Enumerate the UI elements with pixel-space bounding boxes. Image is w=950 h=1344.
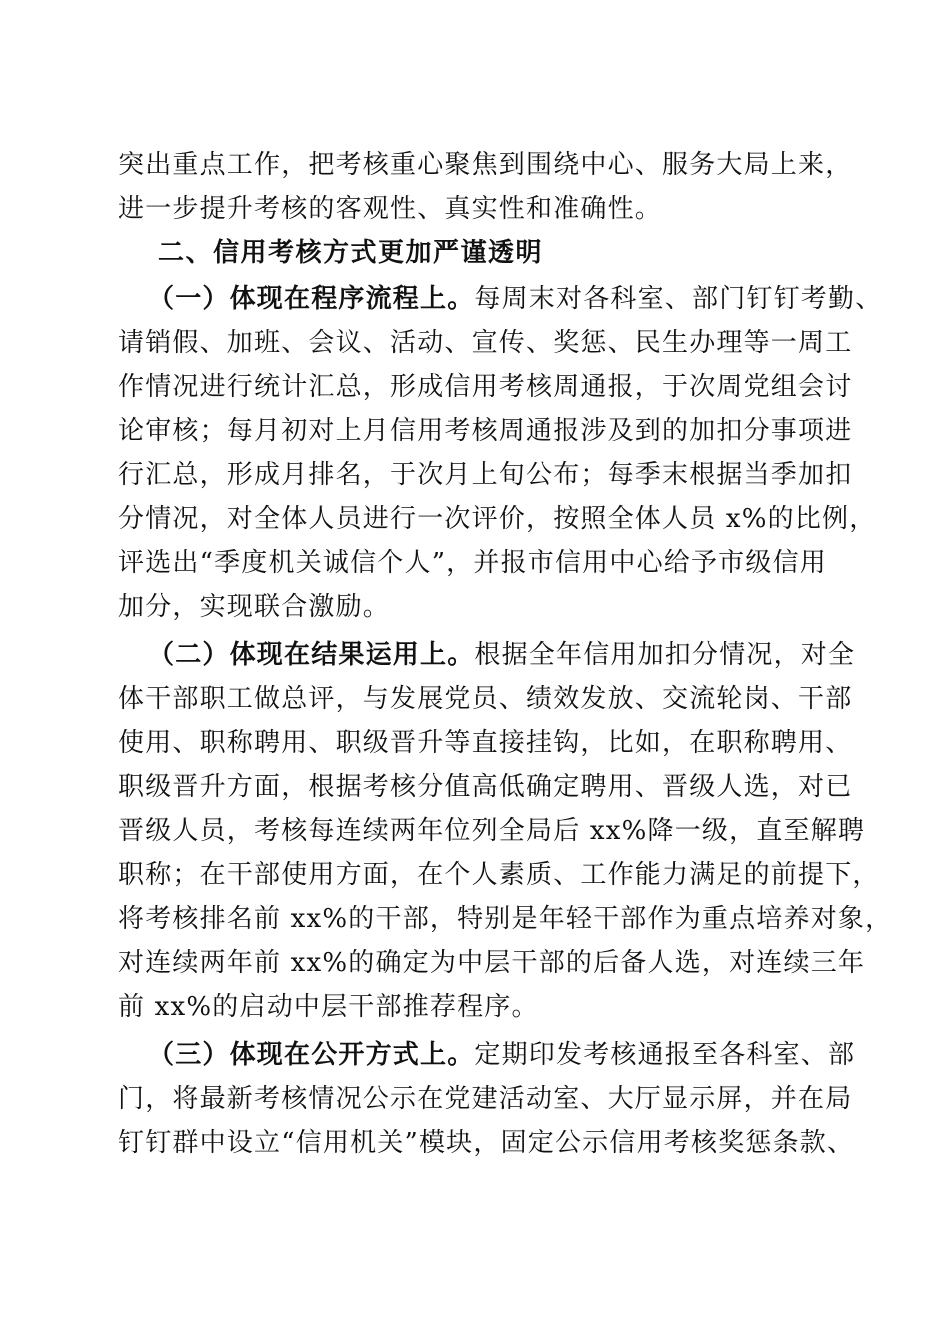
intro-line-2: 进一步提升考核的客观性、真实性和准确性。 [118, 194, 663, 224]
para1-line: 行汇总，形成月排名，于次月上旬公布；每季末根据当季加扣 [118, 460, 853, 490]
para1-first-line [148, 281, 882, 317]
para1-line: 加分，实现联合激励。 [118, 592, 391, 622]
para2-lead: （二）体现在结果运用上。 [148, 640, 475, 670]
para2-line: 晋级人员，考核每连续两年位列全局后 xx%降一级，直至解聘 [118, 816, 866, 846]
para3-first-line [148, 1037, 855, 1073]
para1-line: 分情况，对全体人员进行一次评价，按照全体人员 x%的比例， [118, 504, 877, 534]
para3-line: 门，将最新考核情况公示在党建活动室、大厅显示屏，并在局 [118, 1084, 853, 1114]
para1-lead: （一）体现在程序流程上。 [148, 284, 475, 314]
para2-first-line-rest: 根据全年信用加扣分情况，对全 [474, 640, 856, 670]
para2-line: 前 xx%的启动中层干部推荐程序。 [118, 992, 539, 1022]
para2-line: 职称；在干部使用方面，在个人素质、工作能力满足的前提下， [118, 860, 880, 890]
para2-line: 体干部职工做总评，与发展党员、绩效发放、交流轮岗、干部 [118, 684, 853, 714]
intro-line-1: 突出重点工作，把考核重心聚焦到围绕中心、服务大局上来， [118, 150, 853, 180]
para3-line: 钉钉群中设立“信用机关”模块，固定公示信用考核奖惩条款、 [118, 1128, 855, 1158]
para2-line: 将考核排名前 xx%的干部，特别是年轻干部作为重点培养对象， [118, 904, 893, 934]
para1-line: 请销假、加班、会议、活动、宣传、奖惩、民生办理等一周工 [118, 328, 853, 358]
para1-line: 评选出“季度机关诚信个人”，并报市信用中心给予市级信用 [118, 548, 827, 578]
para3-first-line-rest: 定期印发考核通报至各科室、部 [474, 1040, 856, 1070]
para2-line: 对连续两年前 xx%的确定为中层干部的后备人选，对连续三年 [118, 948, 866, 978]
section-heading: 二、信用考核方式更加严谨透明 [158, 238, 544, 268]
para2-line: 职级晋升方面，根据考核分值高低确定聘用、晋级人选，对已 [118, 772, 853, 802]
para1-first-line-rest: 每周末对各科室、部门钉钉考勤、 [474, 284, 883, 314]
para2-line: 使用、职称聘用、职级晋升等直接挂钩，比如，在职称聘用、 [118, 728, 853, 758]
para1-line: 论审核；每月初对上月信用考核周通报涉及到的加扣分事项进 [118, 416, 853, 446]
para2-first-line [148, 637, 855, 673]
para1-line: 作情况进行统计汇总，形成信用考核周通报，于次周党组会讨 [118, 372, 853, 402]
para3-lead: （三）体现在公开方式上。 [148, 1040, 475, 1070]
